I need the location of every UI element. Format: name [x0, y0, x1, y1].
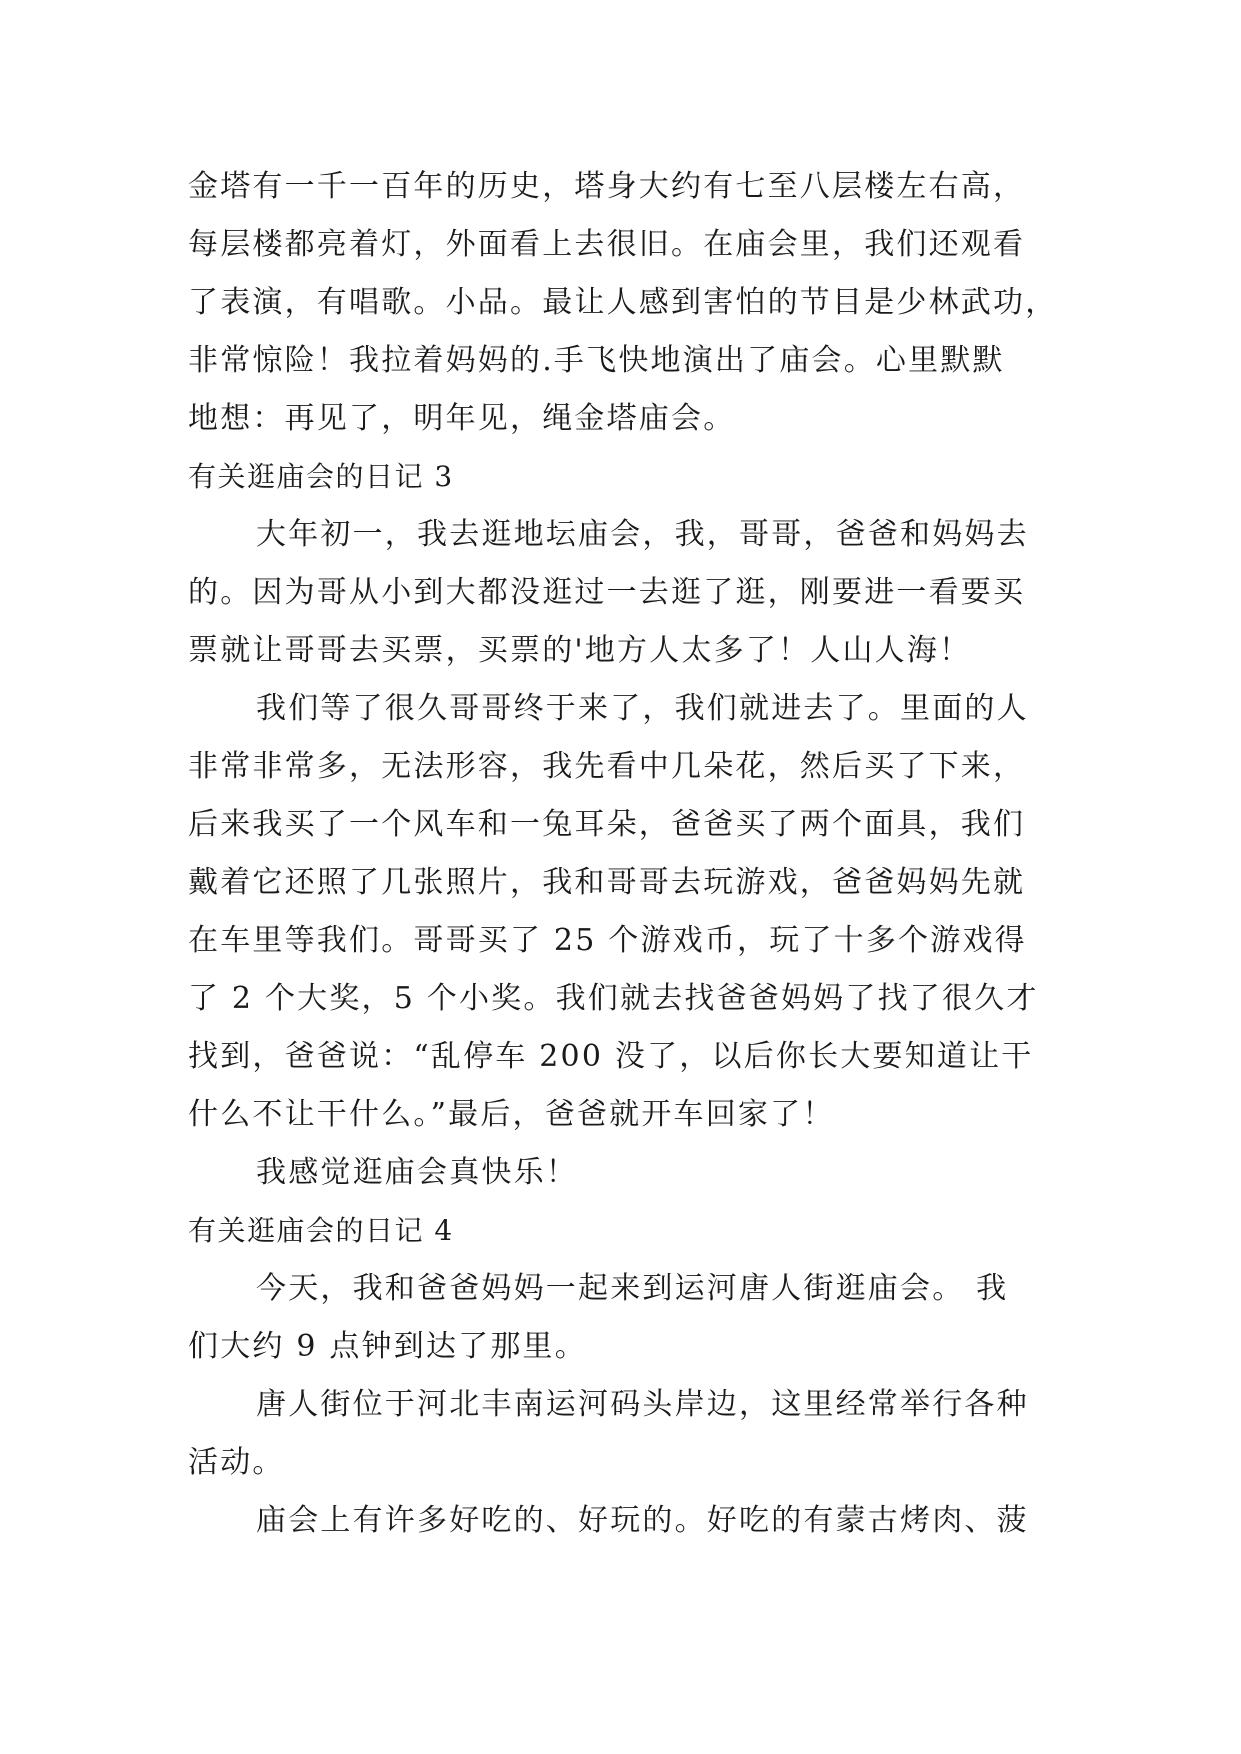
text-line: 非常惊险！我拉着妈妈的.手飞快地演出了庙会。心里默默	[188, 343, 1005, 378]
text-line: 找到，爸爸说：“乱停车 200 没了，以后你长大要知道让干	[188, 1039, 1034, 1074]
diary-heading-3: 有关逛庙会的日记 3	[188, 460, 454, 493]
text-line: 唐人街位于河北丰南运河码头岸边，这里经常举行各种	[256, 1387, 1029, 1422]
paragraph	[188, 1376, 1068, 1492]
text-line: 庙会上有许多好吃的、好玩的。好吃的有蒙古烤肉、菠	[256, 1503, 1029, 1538]
diary-heading-4: 有关逛庙会的日记 4	[188, 1214, 454, 1247]
paragraph	[188, 506, 1068, 680]
text-line: 后来我买了一个风车和一兔耳朵，爸爸买了两个面具，我们	[188, 807, 1026, 842]
text-line: 的。因为哥从小到大都没逛过一去逛了逛，刚要进一看要买	[188, 575, 1026, 610]
paragraph	[188, 680, 1068, 1144]
text-line: 大年初一，我去逛地坛庙会，我，哥哥，爸爸和妈妈去	[256, 517, 1029, 552]
text-line: 活动。	[188, 1445, 285, 1480]
text-line: 今天，我和爸爸妈妈一起来到运河唐人街逛庙会。 我	[256, 1271, 1009, 1306]
paragraph	[188, 1144, 1068, 1202]
text-line: 我们等了很久哥哥终于来了，我们就进去了。里面的人	[256, 691, 1029, 726]
document-page	[188, 158, 1068, 1550]
text-line: 在车里等我们。哥哥买了 25 个游戏币，玩了十多个游戏得	[188, 923, 1027, 958]
text-line: 了 2 个大奖，5 个小奖。我们就去找爸爸妈妈了找了很久才	[188, 981, 1039, 1016]
text-line: 非常非常多，无法形容，我先看中几朵花，然后买了下来，	[188, 749, 1026, 784]
text-line: 票就让哥哥去买票，买票的'地方人太多了！人山人海！	[188, 633, 972, 668]
text-line: 了表演，有唱歌。小品。最让人感到害怕的节目是少林武功，	[188, 285, 1058, 320]
text-line: 金塔有一千一百年的历史，塔身大约有七至八层楼左右高，	[188, 169, 1026, 204]
paragraph	[188, 1492, 1068, 1550]
text-line: 每层楼都亮着灯，外面看上去很旧。在庙会里，我们还观看	[188, 227, 1026, 262]
paragraph	[188, 1260, 1068, 1376]
text-line: 我感觉逛庙会真快乐！	[256, 1155, 578, 1190]
text-line: 戴着它还照了几张照片，我和哥哥去玩游戏，爸爸妈妈先就	[188, 865, 1026, 900]
text-line: 什么不让干什么。”最后，爸爸就开车回家了！	[188, 1097, 835, 1132]
text-line: 们大约 9 点钟到达了那里。	[188, 1329, 587, 1364]
paragraph-continuation	[188, 158, 1068, 448]
text-line: 地想：再见了，明年见，绳金塔庙会。	[188, 401, 736, 436]
